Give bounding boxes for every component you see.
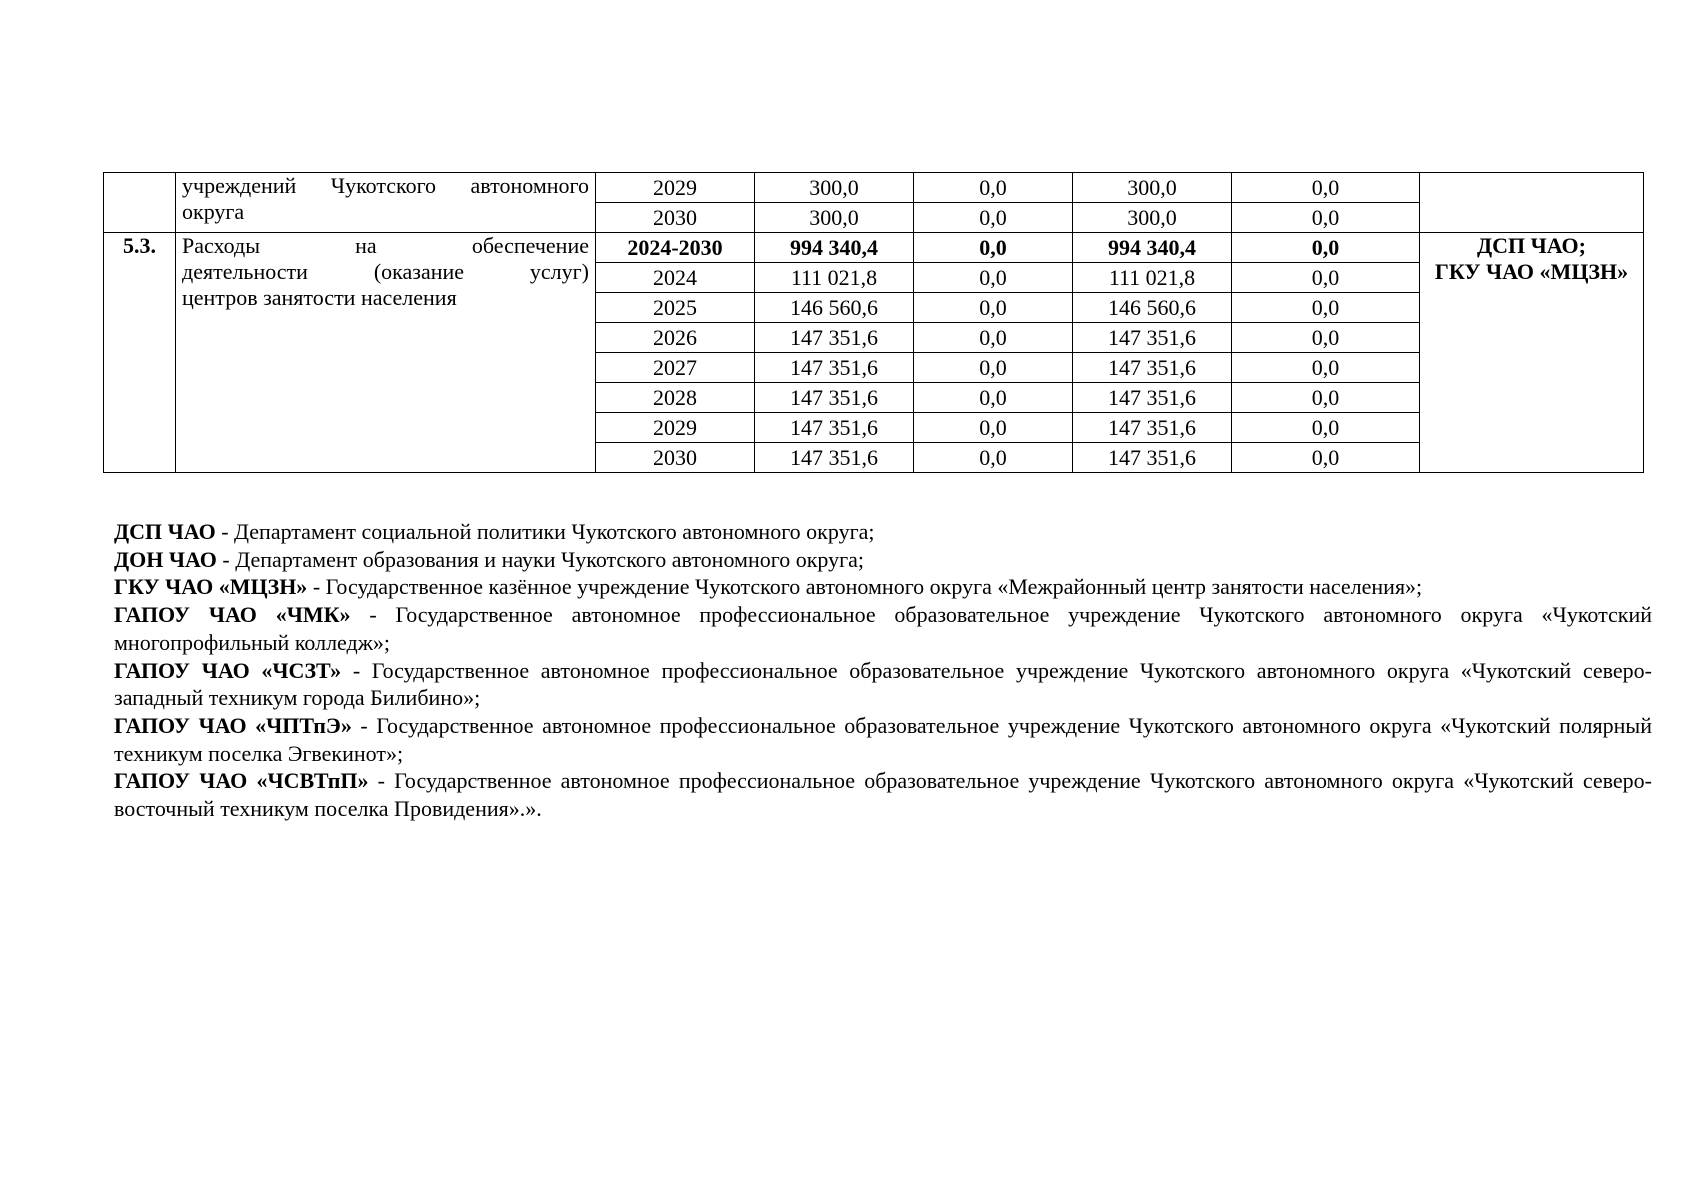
value-cell: 0,0 (914, 173, 1073, 203)
table-row (104, 233, 1644, 263)
value-cell: 111 021,8 (1073, 263, 1232, 293)
value-cell: 147 351,6 (1073, 413, 1232, 443)
total-cell: 146 560,6 (755, 293, 914, 323)
total-cell: 994 340,4 (755, 233, 914, 263)
year-cell: 2028 (596, 383, 755, 413)
year-cell: 2026 (596, 323, 755, 353)
year-cell: 2025 (596, 293, 755, 323)
legend-definition: - Государственное автономное профессиональное образовательное учреждение Чукотского автономного округа «Чукотский северо-восточный техникум поселка Провидения».». (114, 768, 1652, 822)
year-cell: 2024-2030 (596, 233, 755, 263)
legend-entry (114, 657, 1652, 712)
legend-definition: - Департамент социальной политики Чукотского автономного округа; (215, 519, 875, 544)
value-cell: 0,0 (914, 293, 1073, 323)
value-cell: 300,0 (1073, 173, 1232, 203)
legend-entry (114, 601, 1652, 656)
value-cell: 0,0 (1232, 383, 1420, 413)
description-line: учреждений Чукотского автономного (182, 173, 589, 198)
legend-abbreviation: ДСП ЧАО (114, 519, 216, 544)
total-cell: 147 351,6 (755, 323, 914, 353)
value-cell: 300,0 (1073, 203, 1232, 233)
budget-table (103, 172, 1644, 473)
total-cell: 300,0 (755, 203, 914, 233)
value-cell: 0,0 (1232, 353, 1420, 383)
legend-abbreviation: ГКУ ЧАО «МЦЗН» (114, 574, 308, 600)
legend-definition: - Государственное автономное профессиональное образовательное учреждение Чукотского автономного округа «Чукотский многопрофильный колледж»; (114, 602, 1652, 655)
legend-definition: - Департамент образования и науки Чукотского автономного округа; (216, 546, 864, 572)
value-cell: 0,0 (1232, 443, 1420, 473)
total-cell: 147 351,6 (755, 443, 914, 473)
legend-entry (114, 767, 1652, 822)
value-cell: 147 351,6 (1073, 353, 1232, 383)
number-cell (104, 173, 176, 233)
value-cell: 0,0 (1232, 233, 1420, 263)
description-line: деятельности (оказание услуг) (182, 259, 589, 284)
total-cell: 147 351,6 (755, 353, 914, 383)
year-cell: 2024 (596, 263, 755, 293)
total-cell: 147 351,6 (755, 413, 914, 443)
legend-entry (114, 546, 1652, 574)
value-cell: 0,0 (1232, 173, 1420, 203)
total-cell: 147 351,6 (755, 383, 914, 413)
value-cell: 0,0 (914, 203, 1073, 233)
value-cell: 0,0 (1232, 323, 1420, 353)
legend-definition: - Государственное автономное профессиональное образовательное учреждение Чукотского автономного округа «Чукотский северо-западный техникум города Билибино»; (114, 657, 1652, 711)
description-line: Расходы на обеспечение (182, 233, 589, 258)
description-cell (176, 233, 596, 473)
year-cell: 2029 (596, 413, 755, 443)
year-cell: 2030 (596, 443, 755, 473)
value-cell: 0,0 (914, 323, 1073, 353)
value-cell: 994 340,4 (1073, 233, 1232, 263)
value-cell: 147 351,6 (1073, 443, 1232, 473)
year-cell: 2027 (596, 353, 755, 383)
abbreviations-legend (114, 518, 1652, 823)
total-cell: 300,0 (755, 173, 914, 203)
legend-definition: - Государственное автономное профессиональное образовательное учреждение Чукотского автономного округа «Чукотский полярный техникум поселка Эгвекинот»; (114, 712, 1652, 766)
value-cell: 0,0 (914, 233, 1073, 263)
value-cell: 0,0 (914, 353, 1073, 383)
number-cell: 5.3. (104, 233, 176, 473)
legend-entry (114, 573, 1652, 601)
legend-abbreviation: ГАПОУ ЧАО «ЧСЗТ» (114, 657, 342, 683)
legend-abbreviation: ДОН ЧАО (114, 546, 217, 572)
legend-entry (114, 518, 1652, 546)
value-cell: 0,0 (914, 383, 1073, 413)
description-line: округа (182, 199, 245, 224)
value-cell: 0,0 (914, 443, 1073, 473)
total-cell: 111 021,8 (755, 263, 914, 293)
executor-cell (1420, 173, 1644, 233)
legend-abbreviation: ГАПОУ ЧАО «ЧПТпЭ» (114, 712, 352, 738)
value-cell: 147 351,6 (1073, 383, 1232, 413)
value-cell: 146 560,6 (1073, 293, 1232, 323)
value-cell: 0,0 (1232, 413, 1420, 443)
table-row (104, 173, 1644, 203)
executor-cell (1420, 233, 1644, 473)
value-cell: 147 351,6 (1073, 323, 1232, 353)
year-cell: 2030 (596, 203, 755, 233)
description-line: центров занятости населения (182, 285, 457, 310)
legend-entry (114, 712, 1652, 767)
value-cell: 0,0 (914, 413, 1073, 443)
value-cell: 0,0 (1232, 293, 1420, 323)
legend-abbreviation: ГАПОУ ЧАО «ЧСВТпП» (114, 768, 369, 794)
value-cell: 0,0 (1232, 263, 1420, 293)
executor-line: ГКУ ЧАО «МЦЗН» (1434, 259, 1629, 284)
executor-line: ДСП ЧАО; (1476, 233, 1586, 258)
description-cell (176, 173, 596, 233)
value-cell: 0,0 (914, 263, 1073, 293)
value-cell: 0,0 (1232, 203, 1420, 233)
year-cell: 2029 (596, 173, 755, 203)
legend-abbreviation: ГАПОУ ЧАО «ЧМК» (114, 602, 351, 628)
legend-definition: - Государственное казённое учреждение Чукотского автономного округа «Межрайонный центр занятости населения»; (307, 574, 1423, 600)
